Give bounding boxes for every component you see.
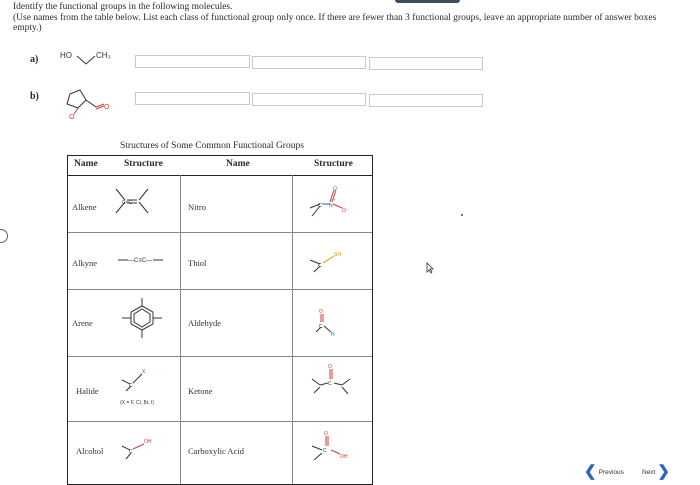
next-label: Next bbox=[642, 468, 656, 476]
instructions-line-1: Identify the functional groups in the following molecules. bbox=[13, 2, 233, 12]
functional-groups-table bbox=[67, 155, 373, 485]
alcohol-oh: OH bbox=[144, 439, 152, 445]
thiol-c: C bbox=[318, 263, 322, 269]
nitro-structure bbox=[308, 184, 354, 220]
side-panel-handle[interactable] bbox=[0, 229, 8, 243]
carboxylic-acid-structure bbox=[306, 428, 356, 464]
halide-x: X bbox=[142, 369, 146, 375]
header-name-2: Name bbox=[226, 159, 250, 169]
aldehyde-c: C bbox=[319, 324, 323, 330]
alkyne-label: —C≡C— bbox=[128, 258, 153, 264]
table-divider bbox=[292, 175, 293, 484]
molecule-b-o2: O bbox=[104, 104, 110, 111]
mouse-pointer-icon bbox=[426, 262, 436, 274]
next-button[interactable] bbox=[642, 465, 670, 479]
arene-structure bbox=[120, 296, 164, 340]
answer-a-2[interactable] bbox=[252, 56, 366, 69]
table-divider bbox=[180, 175, 181, 484]
cell-nitro: Nitro bbox=[188, 202, 206, 212]
halide-note: (X = F, Cl, Br, I) bbox=[120, 400, 155, 406]
cell-alkene: Alkene bbox=[72, 202, 97, 212]
header-structure-2: Structure bbox=[314, 159, 353, 169]
cell-halide: Halide bbox=[76, 386, 99, 396]
cell-arene: Arene bbox=[72, 318, 93, 328]
carboxylic-oh: OH bbox=[340, 454, 348, 460]
ketone-o: O bbox=[328, 364, 332, 370]
instructions-line-2: (Use names from the table below. List each class of functional group only once. If there are fewer than 3 functional groups, leave an appropriate number of answer boxes empty.) bbox=[13, 12, 657, 33]
table-row-divider bbox=[68, 421, 372, 422]
previous-label: Previous bbox=[598, 468, 624, 476]
aldehyde-o: O bbox=[319, 309, 323, 315]
molecule-b-o1: O bbox=[69, 114, 75, 120]
halide-structure bbox=[120, 362, 160, 392]
aldehyde-h: H bbox=[331, 332, 335, 338]
nitro-o-top: O bbox=[333, 186, 337, 192]
molecule-b-structure bbox=[58, 80, 114, 120]
cell-ketone: Ketone bbox=[188, 386, 213, 396]
answer-b-3[interactable] bbox=[369, 94, 483, 107]
nitro-plus: + bbox=[333, 197, 336, 202]
aldehyde-structure bbox=[313, 306, 353, 338]
molecule-a-structure bbox=[60, 48, 130, 70]
answer-b-1[interactable] bbox=[135, 92, 250, 105]
question-a-label: a) bbox=[30, 54, 39, 65]
alcohol-structure bbox=[120, 432, 160, 462]
table-header-row bbox=[68, 156, 372, 176]
header-structure-1: Structure bbox=[124, 159, 163, 169]
cell-thiol: Thiol bbox=[188, 258, 207, 268]
answer-a-3[interactable] bbox=[369, 57, 483, 70]
alkene-label: C=C bbox=[122, 200, 133, 206]
carboxylic-c: C bbox=[323, 448, 327, 454]
halide-c: C bbox=[129, 383, 133, 389]
previous-button[interactable] bbox=[584, 465, 624, 479]
answer-b-2[interactable] bbox=[252, 93, 366, 106]
alcohol-c: C bbox=[129, 449, 133, 455]
carboxylic-o: O bbox=[324, 431, 328, 437]
thiol-sh: SH bbox=[334, 252, 341, 258]
instructions bbox=[13, 2, 685, 34]
molecule-a-ch3: CH₃ bbox=[96, 51, 111, 60]
answer-a-1[interactable] bbox=[135, 55, 250, 68]
nitro-n: N bbox=[329, 203, 333, 209]
cell-alcohol: Alcohol bbox=[76, 446, 104, 456]
alkene-structure bbox=[113, 186, 153, 218]
nitro-c: C bbox=[318, 203, 322, 209]
cell-aldehyde: Aldehyde bbox=[188, 318, 222, 328]
thiol-structure bbox=[308, 248, 354, 274]
chevron-right-icon: ❯ bbox=[657, 463, 670, 480]
stray-dot bbox=[461, 214, 463, 216]
cell-carboxylic-acid: Carboxylic Acid bbox=[188, 446, 244, 456]
nitro-o-right: O⁻ bbox=[342, 208, 349, 214]
molecule-a-ho: HO bbox=[60, 51, 72, 60]
ketone-c: C bbox=[328, 381, 332, 387]
table-row-divider bbox=[68, 356, 372, 357]
table-row-divider bbox=[68, 232, 372, 233]
question-b-label: b) bbox=[30, 91, 39, 102]
cell-alkyne: Alkyne bbox=[72, 258, 98, 268]
table-row-divider bbox=[68, 289, 372, 290]
table-title: Structures of Some Common Functional Groups bbox=[120, 141, 304, 151]
ketone-structure bbox=[306, 361, 356, 399]
alkyne-structure bbox=[118, 254, 166, 266]
header-name-1: Name bbox=[74, 159, 98, 169]
chevron-left-icon: ❮ bbox=[584, 463, 597, 480]
